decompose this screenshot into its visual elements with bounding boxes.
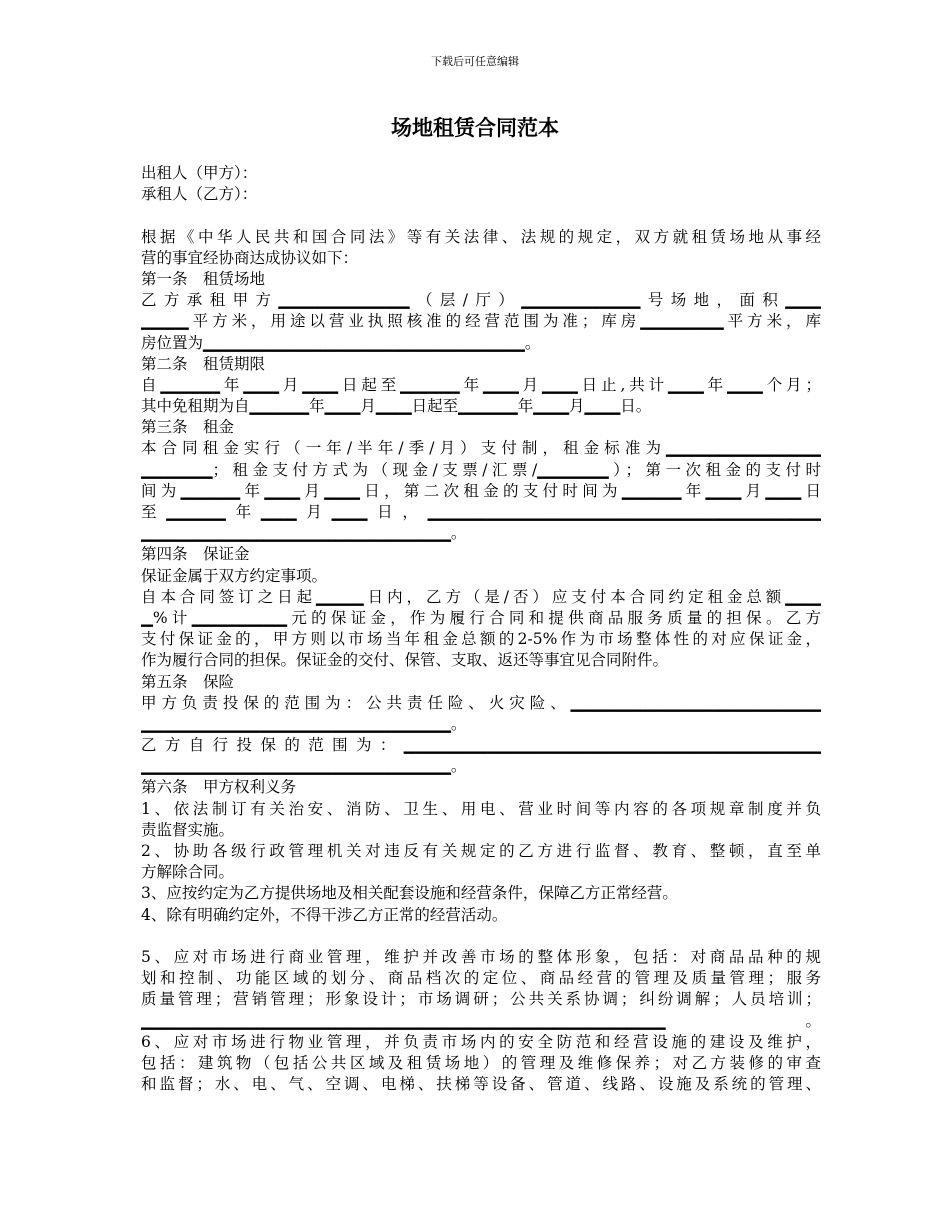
body-line: 房位置为▁▁▁▁▁▁▁▁▁▁▁▁▁▁▁▁▁▁▁▁▁▁▁▁▁▁▁。 bbox=[141, 333, 541, 352]
body-line: 乙方自行投保的范围为：▁▁▁▁▁▁▁▁▁▁▁▁▁▁▁▁▁▁▁▁▁▁▁▁▁▁▁▁▁▁▁▁▁▁▁ bbox=[141, 736, 821, 755]
body-line: 间为▁▁▁▁▁年▁▁▁月▁▁▁日，第二次租金的支付时间为▁▁▁▁▁年▁▁▁月▁▁▁日 bbox=[141, 481, 821, 500]
body-line: 方解除合同。 bbox=[141, 863, 235, 882]
body-line: 自本合同签订之日起▁▁▁▁日内，乙方（是/否）应支付本合同约定租金总额▁▁▁ bbox=[141, 587, 821, 606]
body-line: ▁▁▁▁▁▁；租金支付方式为（现金/支票/汇票/▁▁▁▁▁▁）；第一次租金的支付时 bbox=[141, 460, 821, 479]
body-line: ▁%计▁▁▁▁▁▁▁▁元的保证金，作为履行合同和提供商品服务质量的担保。乙方 bbox=[141, 608, 821, 627]
body-line: 质量管理；营销管理；形象设计；市场调研；公共关系协调；纠纷调解；人员培训； bbox=[141, 990, 821, 1009]
body-line: 支付保证金的，甲方则以市场当年租金总额的2-5%作为市场整体性的对应保证金， bbox=[141, 630, 821, 649]
body-line: 和监督；水、电、气、空调、电梯、扶梯等设备、管道、线路、设施及系统的管理、 bbox=[141, 1075, 821, 1094]
body-line: 4、除有明确约定外，不得干涉乙方正常的经营活动。 bbox=[141, 905, 508, 924]
blank-line bbox=[141, 205, 821, 226]
body-line: 甲方负责投保的范围为：公共责任险、火灾险、▁▁▁▁▁▁▁▁▁▁▁▁▁▁▁▁▁▁▁▁▁ bbox=[141, 693, 821, 712]
body-line: 保证金属于双方约定事项。 bbox=[141, 566, 328, 585]
body-line: 第六条 甲方权利义务 bbox=[141, 778, 297, 797]
body-line: 营的事宜经协商达成协议如下： bbox=[141, 248, 359, 267]
body-line: 本合同租金实行（一年/半年/季/月）支付制，租金标准为▁▁▁▁▁▁▁▁▁▁▁▁▁ bbox=[141, 439, 821, 458]
body-line: 第四条 保证金 bbox=[141, 545, 250, 564]
body-line: 3、应按约定为乙方提供场地及相关配套设施和经营条件，保障乙方正常经营。 bbox=[141, 884, 678, 903]
body-line: 6、应对市场进行物业管理，并负责市场内的安全防范和经营设施的建设及维护， bbox=[141, 1032, 821, 1051]
blank-line bbox=[141, 926, 821, 947]
body-line: 至▁▁▁▁▁年▁▁▁月▁▁▁日，▁▁▁▁▁▁▁▁▁▁▁▁▁▁▁▁▁▁▁▁▁▁▁▁▁▁▁▁▁▁▁▁▁ bbox=[141, 503, 821, 521]
body-line: 第二条 租赁期限 bbox=[141, 354, 266, 373]
body-line: 承租人（乙方）： bbox=[141, 185, 258, 204]
body-line: 自▁▁▁▁▁年▁▁▁月▁▁▁日起至▁▁▁▁▁年▁▁▁月▁▁▁日止,共计▁▁▁年▁▁▁个月； bbox=[141, 375, 821, 394]
body-line: 第五条 保险 bbox=[141, 672, 235, 691]
body-line: 5、应对市场进行商业管理，维护并改善市场的整体形象，包括：对商品品种的规 bbox=[141, 947, 821, 966]
body-line: 其中免租期为自▁▁▁▁▁年▁▁▁月▁▁▁日起至▁▁▁▁▁年▁▁▁月▁▁▁日。 bbox=[141, 397, 652, 416]
header-note: 下载后可任意编辑 bbox=[431, 55, 519, 68]
body-line: 1、依法制订有关治安、消防、卫生、用电、营业时间等内容的各项规章制度并负 bbox=[141, 799, 821, 818]
body-line: 乙方承租甲方▁▁▁▁▁▁▁▁▁▁▁（层/厅）▁▁▁▁▁▁▁▁▁▁号场地，面积▁▁▁ bbox=[141, 291, 821, 310]
body-line: ▁▁▁▁▁▁▁▁▁▁▁▁▁▁▁▁▁▁▁▁▁▁▁▁▁▁▁▁▁▁▁▁▁▁▁▁▁▁▁▁▁▁▁▁。 bbox=[141, 1011, 821, 1030]
body-line: 作为履行合同的担保。保证金的交付、保管、支取、返还等事宜见合同附件。 bbox=[141, 651, 669, 670]
body-line: 第一条 租赁场地 bbox=[141, 269, 266, 288]
body-line: ▁▁▁▁▁▁▁▁▁▁▁▁▁▁▁▁▁▁▁▁▁▁▁▁▁▁。 bbox=[141, 757, 467, 776]
body-line: 根据《中华人民共和国合同法》等有关法律、法规的规定，双方就租赁场地从事经 bbox=[141, 227, 821, 246]
body-line: 2、协助各级行政管理机关对违反有关规定的乙方进行监督、教育、整顿，直至单 bbox=[141, 842, 821, 860]
body-line: ▁▁▁▁▁▁▁▁▁▁▁▁▁▁▁▁▁▁▁▁▁▁▁▁▁▁。 bbox=[141, 524, 467, 543]
body-line: 责监督实施。 bbox=[141, 820, 235, 839]
document-title: 场地租赁合同范本 bbox=[391, 115, 559, 140]
body-line: 包括：建筑物（包括公共区域及租赁场地）的管理及维修保养；对乙方装修的审查 bbox=[141, 1053, 821, 1072]
contract-body bbox=[141, 163, 821, 1095]
body-line: ▁▁▁▁平方米，用途以营业执照核准的经营范围为准；库房▁▁▁▁▁▁▁平方米，库 bbox=[141, 312, 821, 331]
body-line: 第三条 租金 bbox=[141, 418, 235, 437]
body-line: 划和控制、功能区域的划分、商品档次的定位、商品经营的管理及质量管理；服务 bbox=[141, 969, 821, 988]
body-line: 出租人（甲方）： bbox=[141, 164, 258, 182]
body-line: ▁▁▁▁▁▁▁▁▁▁▁▁▁▁▁▁▁▁▁▁▁▁▁▁▁▁。 bbox=[141, 714, 467, 733]
